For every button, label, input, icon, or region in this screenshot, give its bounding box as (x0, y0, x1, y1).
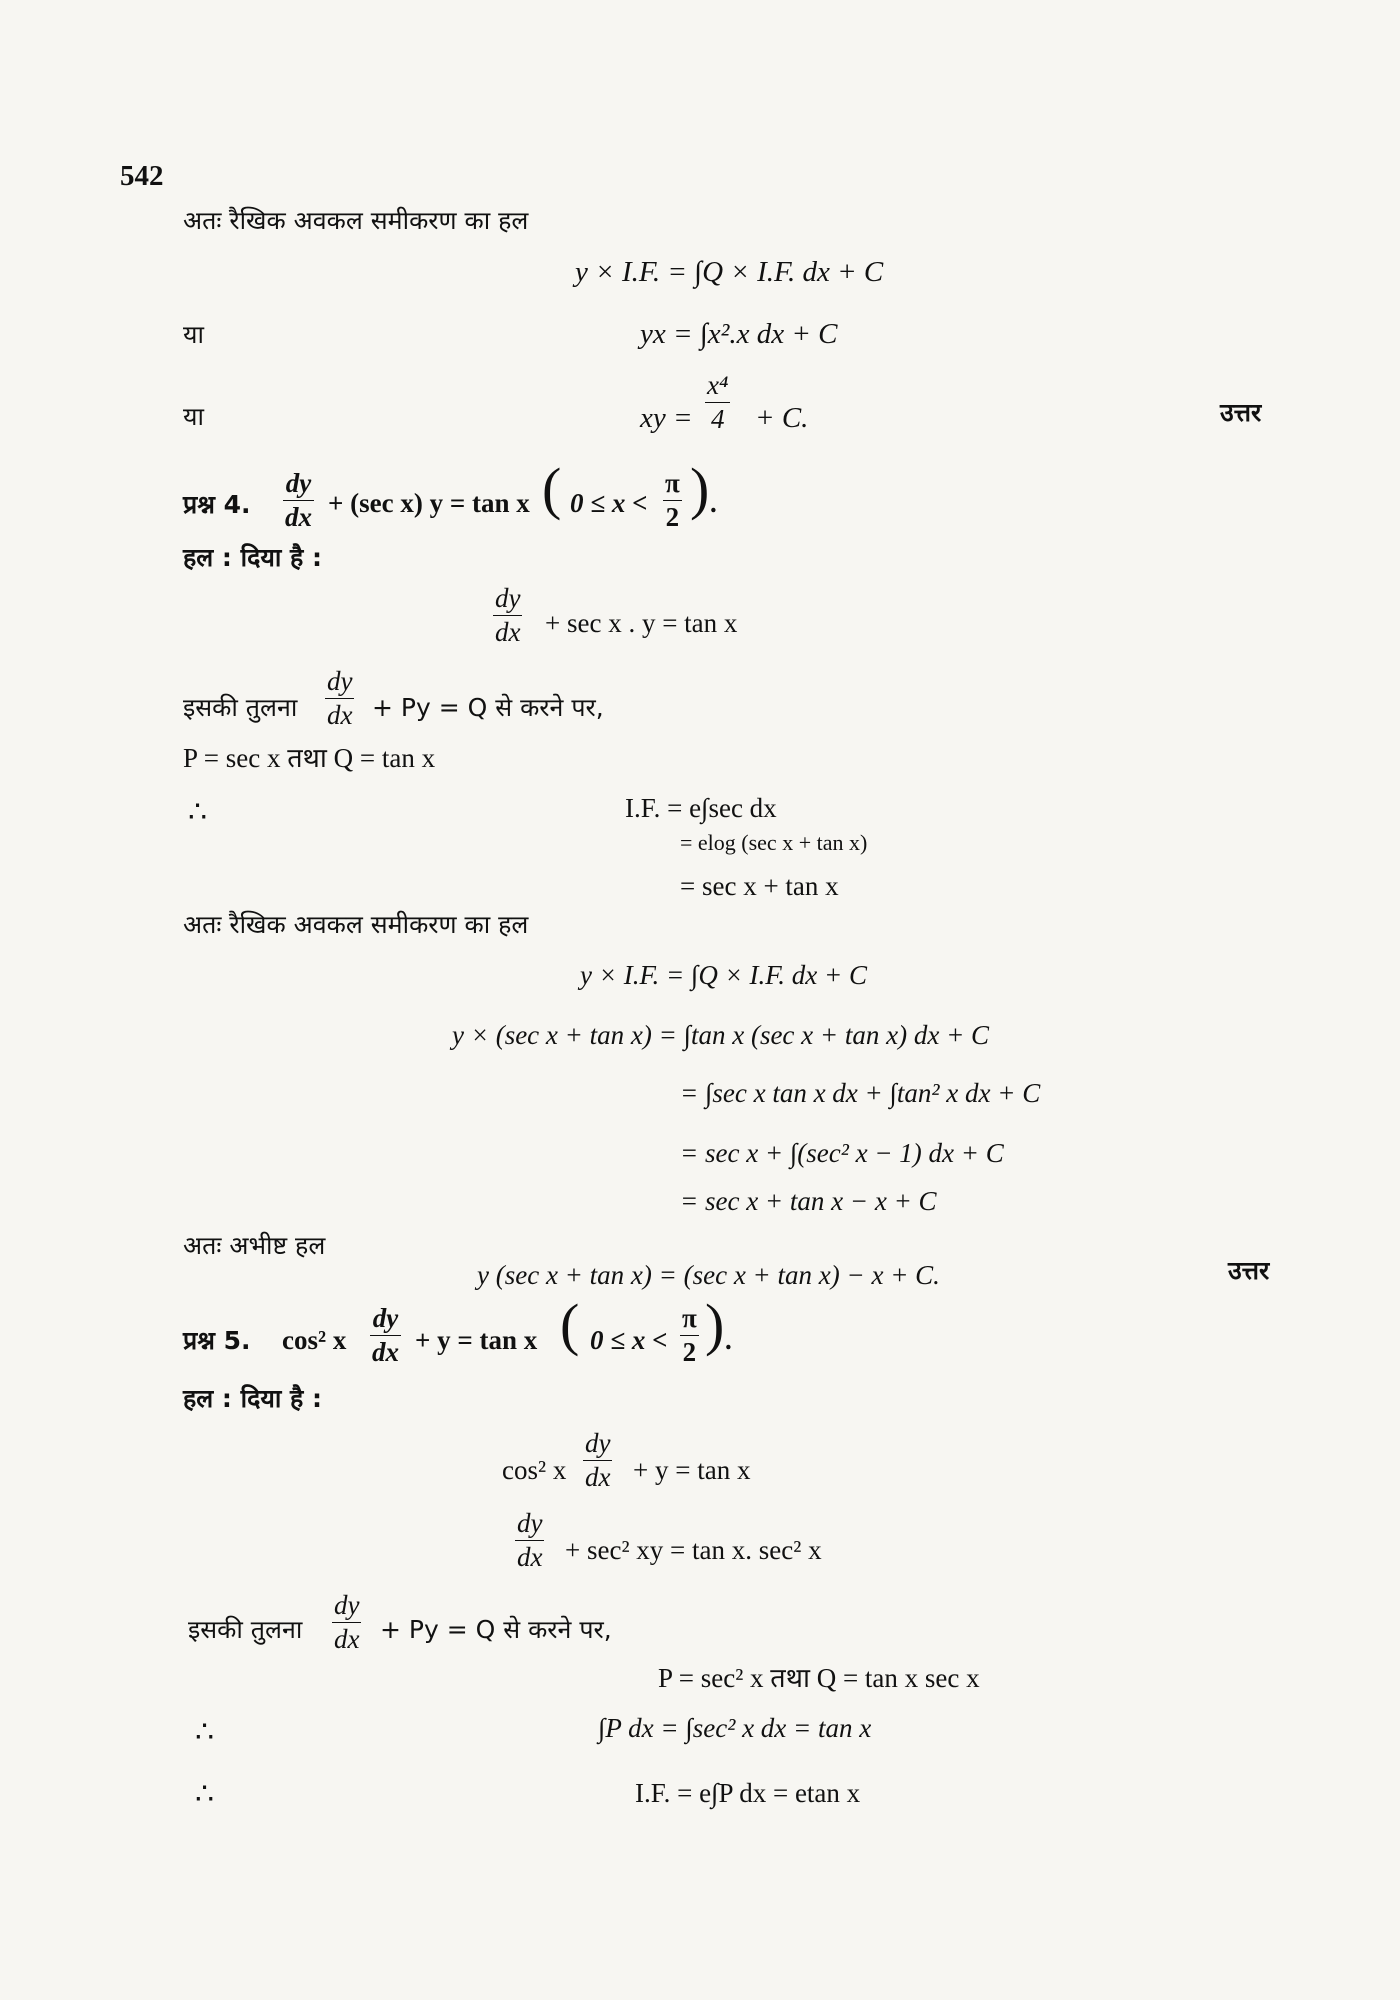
numerator: dy (285, 468, 312, 498)
numerator: dy (495, 583, 521, 613)
therefore-symbol: ∴ (195, 1778, 215, 1811)
dy-dx-fraction (583, 1430, 612, 1491)
left-paren: ( (560, 1292, 580, 1357)
equation-line: y × I.F. = ∫Q × I.F. dx + C (575, 256, 884, 288)
equation-lhs: xy = (640, 402, 693, 434)
dy-dx-fraction (515, 1510, 544, 1571)
solution-heading: अतः रैखिक अवकल समीकरण का हल (183, 206, 529, 235)
if-line: I.F. = e∫sec dx (625, 793, 777, 823)
given-equation: + sec² xy = tan x. sec² x (565, 1535, 822, 1565)
numerator: π (682, 1303, 697, 1333)
right-paren: ) (690, 456, 710, 521)
denominator: dx (372, 1337, 399, 1367)
numerator: dy (517, 1508, 543, 1538)
answer-mark: उत्तर (1220, 398, 1262, 427)
given-lead: cos² x (502, 1455, 567, 1485)
numerator: dy (585, 1428, 611, 1458)
pq-definition: P = sec² x तथा Q = tan x sec x (658, 1663, 980, 1693)
question-body: + y = tan x (415, 1325, 538, 1355)
solution-step: y × (sec x + tan x) = ∫tan x (sec x + tan x) dx + C (452, 1020, 990, 1050)
denominator: 2 (680, 1335, 699, 1366)
solution-step: = sec x + tan x − x + C (680, 1186, 937, 1216)
period: . (710, 488, 717, 518)
right-paren: ) (705, 1292, 725, 1357)
pi-over-two (680, 1305, 699, 1366)
solution-label: हल : दिया है : (183, 1384, 323, 1413)
denominator: dx (585, 1462, 611, 1492)
equation-line: yx = ∫x².x dx + C (640, 318, 838, 350)
numerator: dy (327, 666, 353, 696)
compare-text: इसकी तुलना (188, 1615, 303, 1644)
dy-dx-fraction (332, 1592, 361, 1653)
left-paren: ( (542, 456, 562, 521)
equation-rhs: + C. (755, 402, 809, 434)
solution-step: = ∫sec x tan x dx + ∫tan² x dx + C (680, 1078, 1041, 1108)
required-solution-label: अतः अभीष्ट हल (183, 1231, 326, 1260)
if-line: = elog (sec x + tan x) (680, 830, 868, 855)
pq-definition: P = sec x तथा Q = tan x (183, 743, 436, 773)
if-line: = sec x + tan x (680, 871, 839, 901)
denominator: dx (517, 1542, 543, 1572)
given-equation: + sec x . y = tan x (545, 608, 738, 638)
period: . (725, 1325, 732, 1355)
numerator: x⁴ (707, 370, 729, 400)
if-line: I.F. = e∫P dx = etan x (635, 1778, 861, 1808)
denominator: dx (327, 700, 353, 730)
compare-text: + Py = Q से करने पर, (372, 693, 604, 722)
question-label: प्रश्न 4. (183, 490, 251, 519)
solution-step: = sec x + ∫(sec² x − 1) dx + C (680, 1138, 1004, 1168)
page-number: 542 (120, 160, 164, 192)
final-solution: y (sec x + tan x) = (sec x + tan x) − x + C. (477, 1260, 940, 1290)
solution-label: हल : दिया है : (183, 543, 323, 572)
question-body: + (sec x) y = tan x (328, 488, 530, 518)
integral-p-line: ∫P dx = ∫sec² x dx = tan x (598, 1713, 872, 1743)
therefore-symbol: ∴ (195, 1716, 215, 1749)
denominator: 2 (663, 500, 682, 531)
denominator: dx (334, 1624, 360, 1654)
condition: 0 ≤ x < (570, 488, 648, 518)
dy-dx-fraction (325, 668, 354, 729)
ya-label: या (183, 320, 204, 349)
question-label: प्रश्न 5. (183, 1326, 251, 1355)
dy-dx-fraction (370, 1305, 401, 1366)
numerator: dy (334, 1590, 360, 1620)
denominator: dx (285, 502, 312, 532)
denominator: dx (495, 617, 521, 647)
pi-over-two (663, 470, 682, 531)
solution-step: y × I.F. = ∫Q × I.F. dx + C (580, 960, 868, 990)
dy-dx-fraction (493, 585, 522, 646)
compare-text: + Py = Q से करने पर, (380, 1615, 612, 1644)
solution-heading: अतः रैखिक अवकल समीकरण का हल (183, 910, 529, 939)
given-equation: + y = tan x (633, 1455, 751, 1485)
numerator: π (665, 468, 680, 498)
dy-dx-fraction (283, 470, 314, 531)
ya-label: या (183, 402, 204, 431)
denominator: 4 (705, 402, 730, 433)
fraction (705, 372, 730, 433)
numerator: dy (372, 1303, 399, 1333)
therefore-symbol: ∴ (188, 796, 208, 829)
answer-mark: उत्तर (1228, 1256, 1270, 1285)
compare-text: इसकी तुलना (183, 693, 298, 722)
question-lead: cos² x (282, 1325, 347, 1355)
condition: 0 ≤ x < (590, 1325, 668, 1355)
